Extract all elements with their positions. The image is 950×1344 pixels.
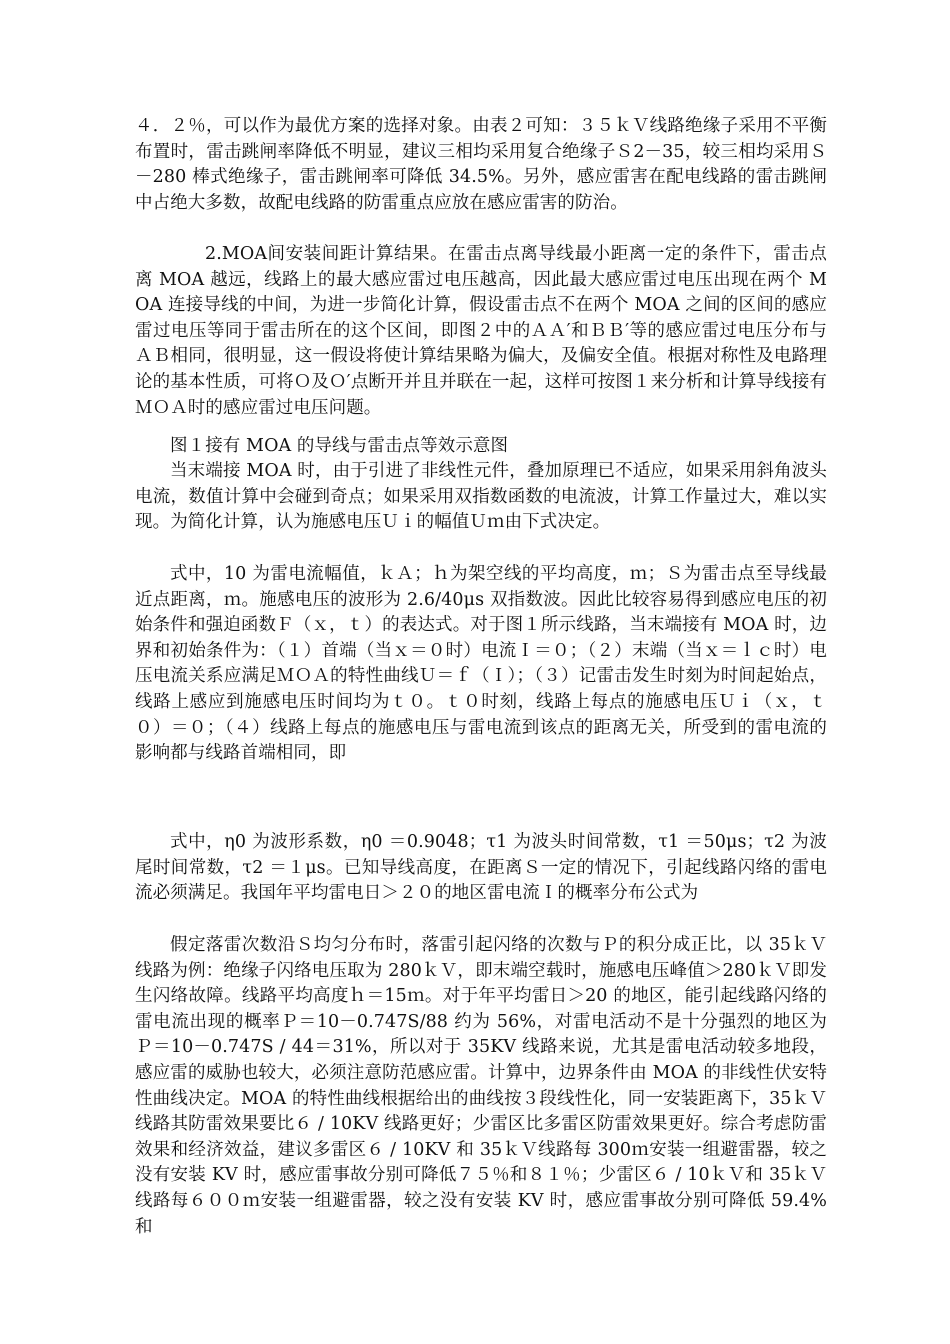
paragraph-3: 当末端接 MOA 时，由于引进了非线性元件，叠加原理已不适应，如果采用斜角波头电流，数值计算中会碰到奇点；如果采用双指数函数的电流波，计算工作量过大，难以实现。为简化计算，认为施感电压Ｕｉ的幅值Ｕｍ由下式决定。 (135, 461, 827, 533)
paragraph-6: 假定落雷次数沿Ｓ均匀分布时，落雷引起闪络的次数与Ｐ的积分成正比，以 35ｋＶ线路为例：绝缘子闪络电压取为 280ｋＶ，即末端空载时，施感电压峰值＞280ｋＶ即发生闪络故障。线路平均高度ｈ＝15ｍ。对于年平均雷日＞20 的地区，能引起线路闪络的雷电流出现的概率Ｐ＝10－0.747S/88 约为 56%，对雷电活动不是十分强烈的地区为Ｐ＝10－0.747S / 44＝31%，所以对于 35KV 线路来说，尤其是雷电活动较多地段，感应雷的威胁也较大，必须注意防范感应雷。计算中，边界条件由 MOA 的非线性伏安特性曲线决定。MOA 的特性曲线根据给出的曲线按３段线性化，同一安装距离下，35ｋＶ线路其防雷效果要比６ / 10KV 线路更好；少雷区比多雷区防雷效果更好。综合考虑防雷效果和经济效益，建议多雷区６ / 10KV 和 35ｋＶ线路每 300ｍ安装一组避雷器，较之没有安装 KV 时，感应雷事故分别可降低７５％和８１％；少雷区６ / 10ｋＶ和 35ｋＶ线路每６００ｍ安装一组避雷器，较之没有安装 KV 时，感应雷事故分别可降低 59.4%和 (135, 935, 827, 1237)
figure-caption: 图１接有 MOA 的导线与雷击点等效示意图 (170, 436, 509, 456)
paragraph-4: 式中，10 为雷电流幅值，ｋＡ；ｈ为架空线的平均高度，ｍ；Ｓ为雷击点至导线最近点距离，ｍ。施感电压的波形为 2.6/40μs 双指数波。因此比较容易得到感应电压的初始条件和强迫函数Ｆ（ｘ，ｔ）的表达式。对于图１所示线路，当末端接有 MOA 时，边界和初始条件为：（１）首端（当ｘ＝０时）电流Ｉ＝０；（２）末端（当ｘ＝ｌｃ时）电压电流关系应满足ＭＯＡ的特性曲线Ｕ＝ｆ（Ｉ）；（３）记雷击发生时刻为时间起始点，线路上感应到施感电压时间均为ｔ０。ｔ０时刻，线路上每点的施感电压Ｕｉ（ｘ，ｔ０）＝０；（４）线路上每点的施感电压与雷电流到该点的距离无关，所受到的雷电流的影响都与线路首端相同，即 (135, 564, 827, 764)
paragraph-1: ４．２％，可以作为最优方案的选择对象。由表２可知：３５ｋＶ线路绝缘子采用不平衡布置时，雷击跳闸率降低不明显，建议三相均采用复合绝缘子Ｓ2－35，较三相均采用Ｓ－280 棒式绝缘子，雷击跳闸率可降低 34.5%。另外，感应雷害在配电线路的雷击跳闸中占绝大多数，故配电线路的防雷重点应放在感应雷害的防治。 (135, 116, 827, 213)
paragraph-5: 式中，η0 为波形系数，η0 ＝0.9048；τ1 为波头时间常数，τ1 ＝50μs；τ2 为波尾时间常数，τ2 ＝１μs。已知导线高度，在距离Ｓ一定的情况下，引起线路闪络的雷电流必须满足。我国年平均雷电日＞２０的地区雷电流Ｉ的概率分布公式为 (135, 832, 827, 904)
paragraph-2: 2.MOA间安装间距计算结果。在雷击点离导线最小距离一定的条件下，雷击点离 MOA 越远，线路上的最大感应雷过电压越高，因此最大感应雷过电压出现在两个 MOA 连接导线的中间，为进一步简化计算，假设雷击点不在两个 MOA 之间的区间的感应雷过电压等同于雷击所在的这个区间，即图２中的ＡＡ′和ＢＢ′等的感应雷过电压分布与ＡＢ相同，很明显，这一假设将使计算结果略为偏大，及偏安全值。根据对称性及电路理论的基本性质，可将Ｏ及Ｏ′点断开并且并联在一起，这样可按图１来分析和计算导线接有ＭＯＡ时的感应雷过电压问题。 (135, 244, 827, 418)
